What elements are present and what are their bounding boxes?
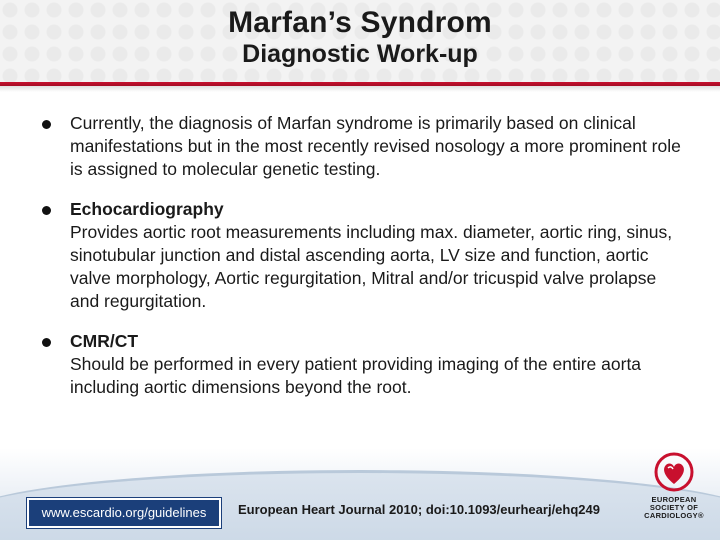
logo-text-line2: SOCIETY OF: [649, 503, 699, 512]
slide-subtitle: Diagnostic Work-up: [242, 40, 478, 68]
bullet-item-cmr-ct: [42, 330, 682, 399]
journal-citation: European Heart Journal 2010; doi:10.1093/eurhearj/ehq249: [238, 502, 600, 517]
header-shadow: [0, 86, 720, 92]
guidelines-link[interactable]: www.escardio.org/guidelines: [27, 498, 221, 528]
bullet-text: Provides aortic root measurements including max. diameter, aortic ring, sinus, sinotubular junction and distal ascending aorta, LV size and function, aortic valve morphology, Aortic regurgitation, Mitral and/or tricuspid valve prolapse and regurgitation.: [70, 222, 673, 311]
bullet-heading: CMR/CT: [70, 331, 139, 351]
bullet-icon: [42, 338, 51, 347]
heart-logo-icon: [654, 452, 694, 496]
logo-text-line1: EUROPEAN: [651, 495, 697, 504]
bullet-text: Should be performed in every patient providing imaging of the entire aorta including aortic dimensions beyond the root.: [70, 354, 642, 397]
bullet-item-diagnosis: [42, 112, 682, 181]
esc-logo: [638, 452, 710, 536]
logo-text-line3: CARDIOLOGY®: [644, 511, 704, 520]
bullet-list: [42, 112, 682, 416]
bullet-text: Currently, the diagnosis of Marfan syndrome is primarily based on clinical manifestations but in the most recently revised nosology a more prominent role is assigned to molecular genetic testing.: [70, 113, 681, 179]
slide-title: Marfan’s Syndrom: [228, 6, 492, 39]
bullet-icon: [42, 120, 51, 129]
bullet-icon: [42, 206, 51, 215]
bullet-heading: Echocardiography: [70, 199, 224, 219]
bullet-item-echocardiography: [42, 198, 682, 313]
